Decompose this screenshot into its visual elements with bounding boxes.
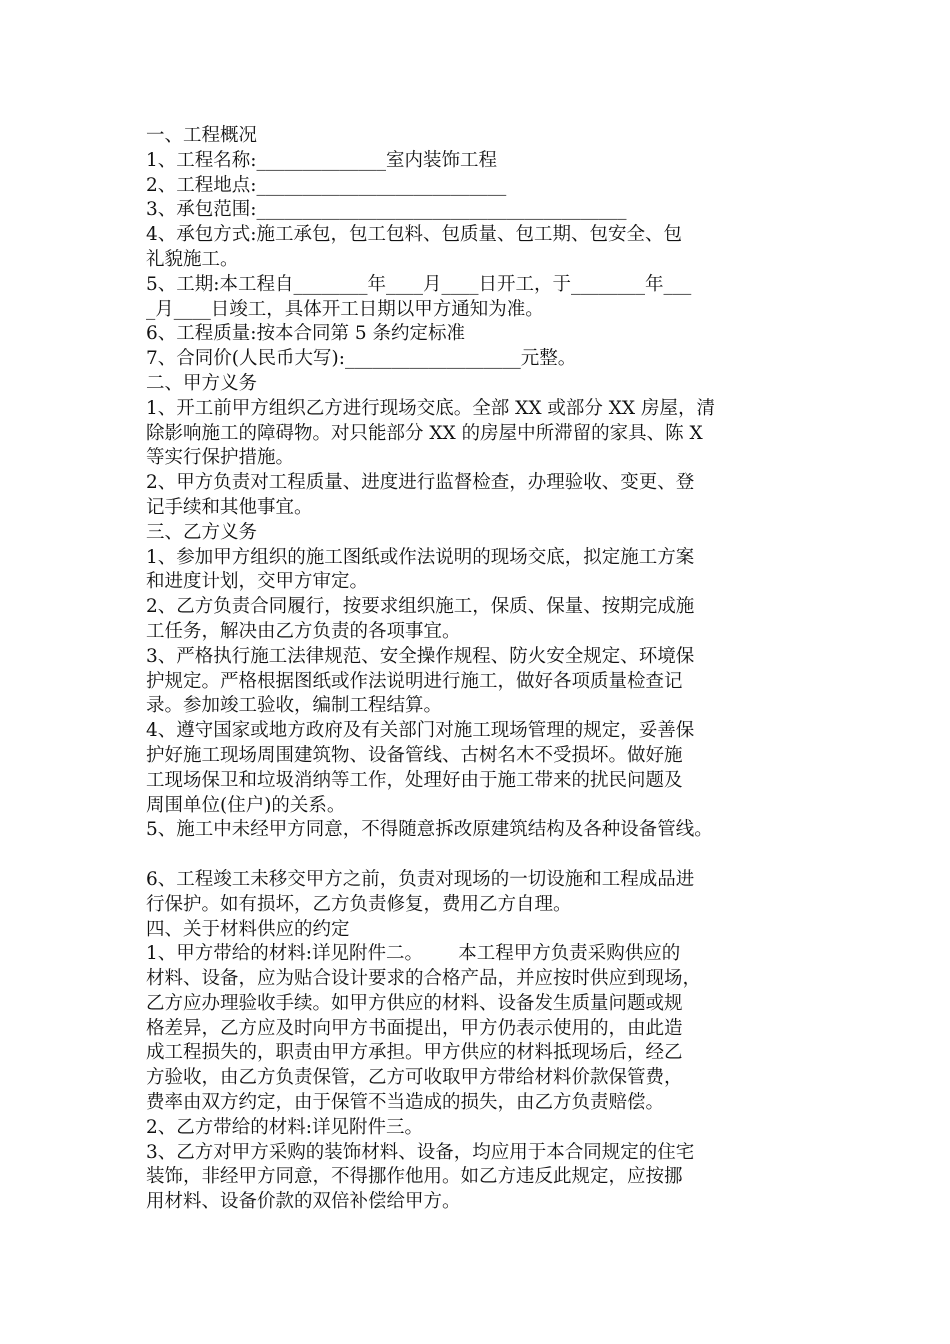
document-line: 记手续和其他事宜。: [146, 496, 313, 518]
document-line: 费率由双方约定，由于保管不当造成的损失，由乙方负责赔偿。: [146, 1092, 665, 1114]
document-line: 和进度计划，交甲方审定。: [146, 571, 369, 593]
blank-line: [146, 843, 836, 868]
document-line: 5、施工中未经甲方同意，不得随意拆改原建筑结构及各种设备管线。: [146, 819, 713, 841]
document-line: 护规定。严格根据图纸或作法说明进行施工，做好各项质量检查记: [146, 670, 683, 692]
document-line: 2、乙方带给的材料:详见附件三。: [146, 1116, 424, 1138]
document-line: 二、甲方义务: [146, 372, 258, 394]
document-line: 方验收，由乙方负责保管，乙方可收取甲方带给材料价款保管费，: [146, 1067, 683, 1089]
document-line: 6、工程质量:按本合同第 5 条约定标准: [146, 323, 466, 345]
document-line: 成工程损失的，职责由甲方承担。甲方供应的材料抵现场后，经乙: [146, 1042, 683, 1064]
document-line: 等实行保护措施。: [146, 447, 295, 469]
document-line: 录。参加竣工验收，编制工程结算。: [146, 695, 443, 717]
document-line: 5、工期:本工程自________年____月____日开工，于________年___: [146, 273, 692, 295]
document-line: 3、乙方对甲方采购的装饰材料、设备，均应用于本合同规定的住宅: [146, 1141, 695, 1163]
document-line: 礼貌施工。: [146, 248, 239, 270]
document-line: 用材料、设备价款的双倍补偿给甲方。: [146, 1191, 461, 1213]
document-line: 一、工程概况: [146, 125, 258, 146]
document-line: 护好施工现场周围建筑物、设备管线、古树名木不受损坏。做好施: [146, 744, 683, 766]
document-line: 周围单位(住户)的关系。: [146, 794, 346, 816]
document-line: 行保护。如有损坏，乙方负责修复，费用乙方自理。: [146, 893, 572, 915]
document-line: 3、严格执行施工法律规范、安全操作规程、防火安全规定、环境保: [146, 645, 695, 667]
document-line: 工任务，解决由乙方负责的各项事宜。: [146, 620, 461, 642]
document-line: 格差异，乙方应及时向甲方书面提出，甲方仍表示使用的，由此造: [146, 1017, 683, 1039]
document-line: 4、承包方式:施工承包，包工包料、包质量、包工期、包安全、包: [146, 224, 683, 246]
document-line: 6、工程竣工未移交甲方之前，负责对现场的一切设施和工程成品进: [146, 868, 695, 890]
document-body: [146, 124, 836, 1215]
document-line: 1、甲方带给的材料:详见附件二。 本工程甲方负责采购供应的: [146, 943, 681, 965]
document-line: 3、承包范围:________________________________________: [146, 199, 627, 221]
document-line: 1、开工前甲方组织乙方进行现场交底。全部 XX 或部分 XX 房屋，清: [146, 397, 715, 419]
document-line: 1、参加甲方组织的施工图纸或作法说明的现场交底，拟定施工方案: [146, 546, 695, 568]
document-line: 2、工程地点:___________________________: [146, 174, 507, 196]
document-line: _月____日竣工，具体开工日期以甲方通知为准。: [146, 298, 544, 320]
document-line: 2、甲方负责对工程质量、进度进行监督检查，办理验收、变更、登: [146, 472, 695, 494]
document-line: 材料、设备，应为贴合设计要求的合格产品，并应按时供应到现场，: [146, 968, 702, 990]
document-line: 三、乙方义务: [146, 521, 258, 543]
document-line: 除影响施工的障碍物。对只能部分 XX 的房屋中所滞留的家具、陈 X: [146, 422, 703, 444]
document-line: 装饰，非经甲方同意，不得挪作他用。如乙方违反此规定，应按挪: [146, 1166, 683, 1188]
document-line: 1、工程名称:______________室内装饰工程: [146, 149, 498, 171]
document-line: 2、乙方负责合同履行，按要求组织施工，保质、保量、按期完成施: [146, 596, 695, 618]
document-line: 工现场保卫和垃圾消纳等工作，处理好由于施工带来的扰民问题及: [146, 769, 683, 791]
document-line: 乙方应办理验收手续。如甲方供应的材料、设备发生质量问题或规: [146, 992, 683, 1014]
document-line: 7、合同价(人民币大写):___________________元整。: [146, 348, 577, 370]
document-line: 4、遵守国家或地方政府及有关部门对施工现场管理的规定，妥善保: [146, 720, 695, 742]
document-line: 四、关于材料供应的约定: [146, 918, 350, 940]
